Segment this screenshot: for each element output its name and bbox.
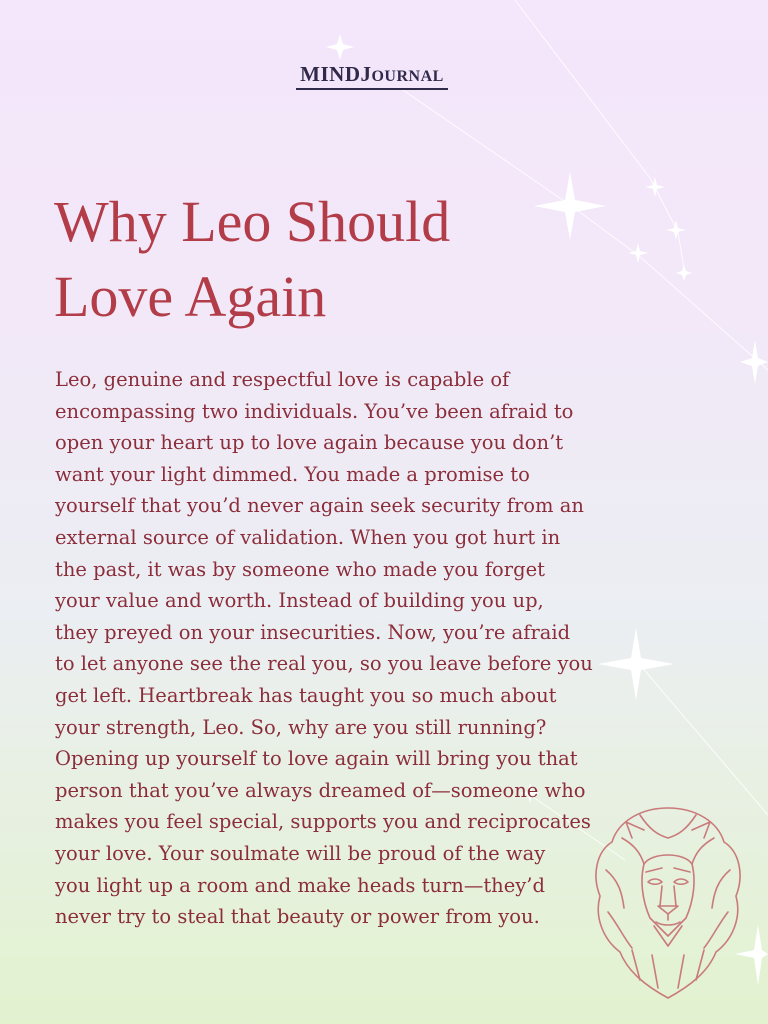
body-line: open your heart up to love again because you don’t [55,431,564,455]
body-line: want your light dimmed. You made a promise to [55,462,530,486]
body-line: person that you’ve always dreamed of—someone who [55,778,586,802]
brand-logo-part-j: J [360,62,372,86]
title-line: Why Leo Should [54,189,451,254]
body-line: your strength, Leo. So, why are you still running? [55,715,547,739]
body-line: the past, it was by someone who made you forget [55,557,545,581]
body-line: your value and worth. Instead of building you up, [55,589,544,613]
brand-logo-part-mind: MIND [300,62,361,86]
body-line: you light up a room and make heads turn—they’d [55,873,545,897]
article-title [54,184,574,334]
brand-underline [296,88,448,90]
brand-logo [296,62,448,87]
article-body [55,364,595,933]
body-line: to let anyone see the real you, so you leave before you [55,652,593,676]
body-line: your love. Your soulmate will be proud of the way [55,841,546,865]
body-line: Opening up yourself to love again will bring you that [55,747,578,771]
body-line: yourself that you’d never again seek security from an [55,494,584,518]
title-line: Love Again [54,264,327,329]
brand-logo-part-ournal: OURNAL [371,68,444,85]
body-line: encompassing two individuals. You’ve been afraid to [55,399,574,423]
body-line: they preyed on your insecurities. Now, you’re afraid [55,620,571,644]
body-line: makes you feel special, supports you and reciprocates [55,810,591,834]
body-line: external source of validation. When you got hurt in [55,525,561,549]
body-line: get left. Heartbreak has taught you so much about [55,683,557,707]
body-line: never try to steal that beauty or power from you. [55,905,540,929]
body-line: Leo, genuine and respectful love is capable of [55,368,510,391]
